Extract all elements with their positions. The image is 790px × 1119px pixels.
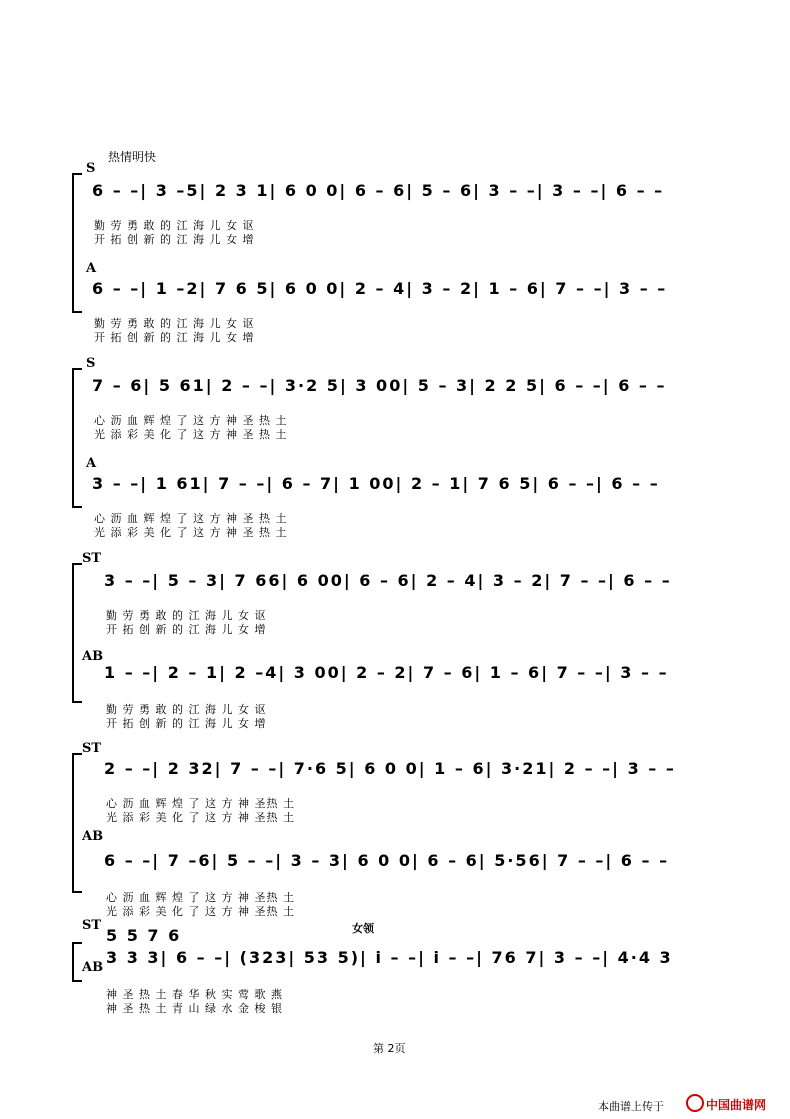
voice-label-bottom: AB <box>82 649 104 664</box>
voice-label-bottom: AB <box>82 829 104 844</box>
system-4 <box>72 741 732 918</box>
top-lyrics-verse-2: 开 拓 创 新 的 江 海 儿 女 增 <box>106 623 267 636</box>
upload-credit: 本曲谱上传于 <box>598 1100 664 1113</box>
bottom-voice-notes: 6 – –| 1 –2| 7 6 5| 6 0 0| 2 – 4| 3 – 2| 1 – 6| 7 – –| 3 – – <box>92 279 668 298</box>
voice-label-top: S <box>86 161 96 176</box>
site-logo-icon <box>686 1094 704 1112</box>
top-lyrics-verse-1: 心 沥 血 辉 煌 了 这 方 神 圣热 土 <box>106 797 295 810</box>
top-voice-notes: 2 – –| 2 32| 7 – –| 7·6 5| 6 0 0| 1 – 6| 3·21| 2 – –| 3 – – <box>104 759 676 778</box>
bottom-lyrics-verse-1: 心 沥 血 辉 煌 了 这 方 神 圣热 土 <box>106 891 295 904</box>
top-lyrics-verse-1: 勤 劳 勇 敢 的 江 海 儿 女 讴 <box>106 609 267 622</box>
system-bracket <box>72 753 79 893</box>
lyrics-verse-1: 神 圣 热 土 春 华 秋 实 莺 歌 燕 <box>106 988 283 1001</box>
solo-label: 女领 <box>352 922 374 935</box>
voice-label-top: ST <box>82 918 102 933</box>
voice-label-bottom: AB <box>82 960 104 975</box>
top-lyrics-verse-1: 勤 劳 勇 敢 的 江 海 儿 女 讴 <box>94 219 255 232</box>
system-2 <box>72 356 732 539</box>
bottom-lyrics-verse-2: 光 添 彩 美 化 了 这 方 神 圣热 土 <box>106 905 295 918</box>
site-name[interactable]: 中国曲谱网 <box>706 1098 767 1112</box>
lyrics-verse-2: 神 圣 热 土 青 山 绿 水 金 梭 银 <box>106 1002 283 1015</box>
system-1 <box>72 161 732 344</box>
voice-label-top: ST <box>82 741 102 756</box>
system-bracket <box>72 173 79 313</box>
bottom-lyrics-verse-2: 开 拓 创 新 的 江 海 儿 女 增 <box>94 331 255 344</box>
system-3 <box>72 551 732 730</box>
system-bracket <box>72 942 79 982</box>
system-bracket <box>72 563 79 703</box>
bottom-lyrics-verse-1: 勤 劳 勇 敢 的 江 海 儿 女 讴 <box>106 703 267 716</box>
bottom-voice-notes: 1 – –| 2 – 1| 2 –4| 3 00| 2 – 2| 7 – 6| 1 – 6| 7 – –| 3 – – <box>104 663 669 682</box>
voice-label-top: ST <box>82 551 102 566</box>
top-voice-notes: 5 5 7 6 <box>106 926 182 945</box>
bottom-voice-notes: 3 3 3| 6 – –| (323| 53 5)| i – –| i – –| 76 7| 3 – –| 4·4 3 <box>106 948 673 967</box>
voice-label-bottom: A <box>86 261 97 276</box>
bottom-lyrics-verse-2: 光 添 彩 美 化 了 这 方 神 圣 热 土 <box>94 526 288 539</box>
bottom-lyrics-verse-1: 勤 劳 勇 敢 的 江 海 儿 女 讴 <box>94 317 255 330</box>
system-5 <box>72 920 732 1020</box>
top-lyrics-verse-2: 光 添 彩 美 化 了 这 方 神 圣热 土 <box>106 811 295 824</box>
top-lyrics-verse-2: 开 拓 创 新 的 江 海 儿 女 增 <box>94 233 255 246</box>
top-lyrics-verse-2: 光 添 彩 美 化 了 这 方 神 圣 热 土 <box>94 428 288 441</box>
page-number: 第 2页 <box>373 1042 406 1055</box>
bottom-lyrics-verse-1: 心 沥 血 辉 煌 了 这 方 神 圣 热 土 <box>94 512 288 525</box>
voice-label-bottom: A <box>86 456 97 471</box>
top-voice-notes: 7 – 6| 5 61| 2 – –| 3·2 5| 3 00| 5 – 3| 2 2 5| 6 – –| 6 – – <box>92 376 667 395</box>
bottom-voice-notes: 3 – –| 1 61| 7 – –| 6 – 7| 1 00| 2 – 1| 7 6 5| 6 – –| 6 – – <box>92 474 660 493</box>
voice-label-top: S <box>86 356 96 371</box>
tempo-marking: 热情明快 <box>108 150 157 164</box>
top-voice-notes: 3 – –| 5 – 3| 7 66| 6 00| 6 – 6| 2 – 4| 3 – 2| 7 – –| 6 – – <box>104 571 672 590</box>
bottom-lyrics-verse-2: 开 拓 创 新 的 江 海 儿 女 增 <box>106 717 267 730</box>
bottom-voice-notes: 6 – –| 7 –6| 5 – –| 3 – 3| 6 0 0| 6 – 6| 5·56| 7 – –| 6 – – <box>104 851 670 870</box>
top-voice-notes: 6 – –| 3 –5| 2 3 1| 6 0 0| 6 – 6| 5 – 6| 3 – –| 3 – –| 6 – – <box>92 181 665 200</box>
system-bracket <box>72 368 79 508</box>
top-lyrics-verse-1: 心 沥 血 辉 煌 了 这 方 神 圣 热 土 <box>94 414 288 427</box>
